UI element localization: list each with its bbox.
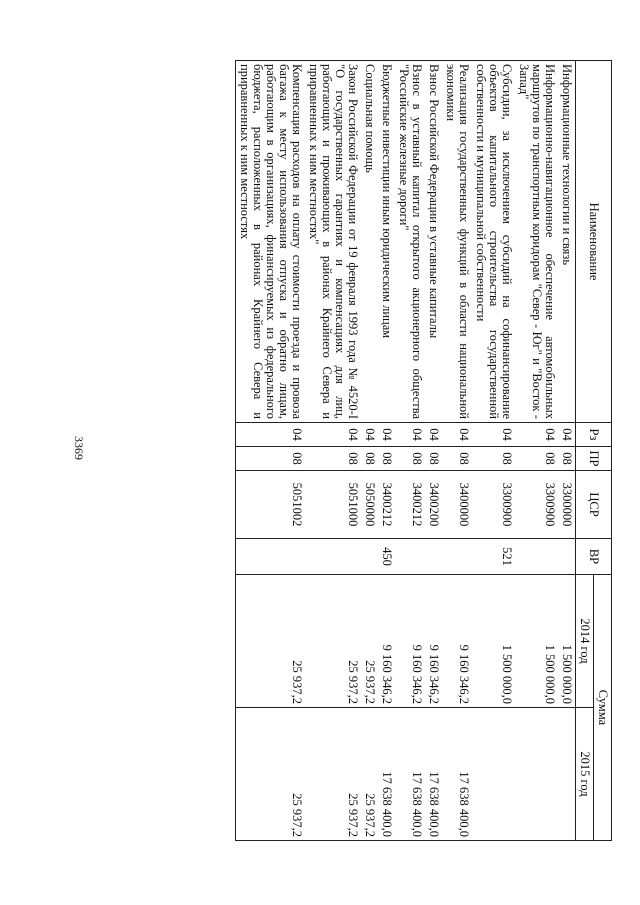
cell-vr — [361, 539, 378, 575]
cell-csr: 3400212 — [395, 471, 425, 539]
cell-csr: 3400000 — [442, 471, 472, 539]
cell-name: Взнос в уставный капитал открытого акционерного общества "Российские железные дороги" — [395, 61, 425, 423]
cell-rz: 04 — [425, 423, 442, 447]
cell-vr — [558, 539, 576, 575]
header-name: Наименование — [576, 61, 612, 423]
cell-name: Взнос Российской Федерации в уставные капиталы — [425, 61, 442, 423]
cell-csr: 5051000 — [305, 471, 361, 539]
header-2015: 2015 год — [576, 708, 594, 841]
cell-csr: 3400200 — [425, 471, 442, 539]
cell-y2014: 9 160 346,2 — [425, 575, 442, 708]
cell-name: Компенсация расходов на оплату стоимости проезда и провоза багажа к месту использования отпуска и обратно лицам, работающим в организациях, финансируемых из федерального бюджета, расположенных в районах Крайнего Севера и приравненных к ним местностях — [236, 61, 306, 423]
cell-y2014: 1 500 000,0 — [558, 575, 576, 708]
cell-y2015 — [515, 708, 558, 841]
cell-csr: 3300900 — [472, 471, 515, 539]
cell-y2014: 1 500 000,0 — [472, 575, 515, 708]
cell-pr: 08 — [378, 447, 395, 471]
cell-vr — [305, 539, 361, 575]
cell-csr: 3300000 — [558, 471, 576, 539]
cell-vr — [442, 539, 472, 575]
cell-name: Бюджетные инвестиции иным юридическим лицам — [378, 61, 395, 423]
cell-vr — [425, 539, 442, 575]
cell-rz: 04 — [361, 423, 378, 447]
cell-rz: 04 — [472, 423, 515, 447]
cell-pr: 08 — [425, 447, 442, 471]
cell-pr: 08 — [361, 447, 378, 471]
cell-csr: 3400212 — [378, 471, 395, 539]
cell-y2014: 9 160 346,2 — [395, 575, 425, 708]
cell-pr: 08 — [442, 447, 472, 471]
cell-y2014: 25 937,2 — [361, 575, 378, 708]
cell-name: Информационные технологии и связь — [558, 61, 576, 423]
table-row — [515, 61, 558, 841]
cell-rz: 04 — [558, 423, 576, 447]
cell-csr: 5051002 — [236, 471, 306, 539]
header-sum: Сумма — [594, 575, 612, 841]
table-row — [236, 61, 306, 841]
cell-y2015: 25 937,2 — [361, 708, 378, 841]
cell-pr: 08 — [558, 447, 576, 471]
cell-name: Социальная помощь — [361, 61, 378, 423]
rotated-page-content — [72, 60, 612, 890]
cell-vr: 450 — [378, 539, 395, 575]
cell-rz: 04 — [305, 423, 361, 447]
cell-vr — [236, 539, 306, 575]
cell-y2015: 17 638 400,0 — [442, 708, 472, 841]
cell-rz: 04 — [378, 423, 395, 447]
table-row — [442, 61, 472, 841]
cell-pr: 08 — [472, 447, 515, 471]
cell-vr — [515, 539, 558, 575]
cell-name: Реализация государственных функций в области национальной экономики — [442, 61, 472, 423]
cell-csr: 3300900 — [515, 471, 558, 539]
cell-name: Субсидии, за исключением субсидий на софинансирование объектов капитального строительства государственной собственности и муниципальной собственности — [472, 61, 515, 423]
cell-pr: 08 — [236, 447, 306, 471]
cell-y2014: 9 160 346,2 — [442, 575, 472, 708]
header-vr: ВР — [576, 539, 612, 575]
table-row — [425, 61, 442, 841]
table-row — [361, 61, 378, 841]
cell-y2014: 9 160 346,2 — [378, 575, 395, 708]
header-row-1 — [594, 61, 612, 841]
table-row — [378, 61, 395, 841]
cell-y2015 — [472, 708, 515, 841]
header-rz: Рз — [576, 423, 612, 447]
cell-rz: 04 — [236, 423, 306, 447]
cell-y2014: 25 937,2 — [236, 575, 306, 708]
cell-pr: 08 — [305, 447, 361, 471]
cell-vr: 521 — [472, 539, 515, 575]
table-row — [472, 61, 515, 841]
cell-y2014: 25 937,2 — [305, 575, 361, 708]
table-row — [305, 61, 361, 841]
table-row — [395, 61, 425, 841]
cell-y2015 — [558, 708, 576, 841]
table-row — [558, 61, 576, 841]
cell-rz: 04 — [395, 423, 425, 447]
cell-csr: 5050000 — [361, 471, 378, 539]
cell-rz: 04 — [515, 423, 558, 447]
cell-name: Информационно-навигационное обеспечение автомобильных маршрутов по транспортным коридорам "Север - Юг" и "Восток - Запад" — [515, 61, 558, 423]
cell-pr: 08 — [515, 447, 558, 471]
cell-y2014: 1 500 000,0 — [515, 575, 558, 708]
cell-y2015: 25 937,2 — [305, 708, 361, 841]
cell-rz: 04 — [442, 423, 472, 447]
cell-name: Закон Российской Федерации от 19 февраля 1993 года № 4520-I "О государственных гарантиях и компенсациях для лиц, работающих и проживающих в районах Крайнего Севера и приравненных к ним местностях" — [305, 61, 361, 423]
cell-y2015: 17 638 400,0 — [378, 708, 395, 841]
page-number: 3369 — [72, 436, 86, 460]
header-2014: 2014 год — [576, 575, 594, 708]
header-pr: ПР — [576, 447, 612, 471]
cell-pr: 08 — [395, 447, 425, 471]
cell-y2015: 17 638 400,0 — [395, 708, 425, 841]
header-csr: ЦСР — [576, 471, 612, 539]
cell-y2015: 17 638 400,0 — [425, 708, 442, 841]
cell-vr — [395, 539, 425, 575]
cell-y2015: 25 937,2 — [236, 708, 306, 841]
budget-table — [235, 60, 612, 841]
